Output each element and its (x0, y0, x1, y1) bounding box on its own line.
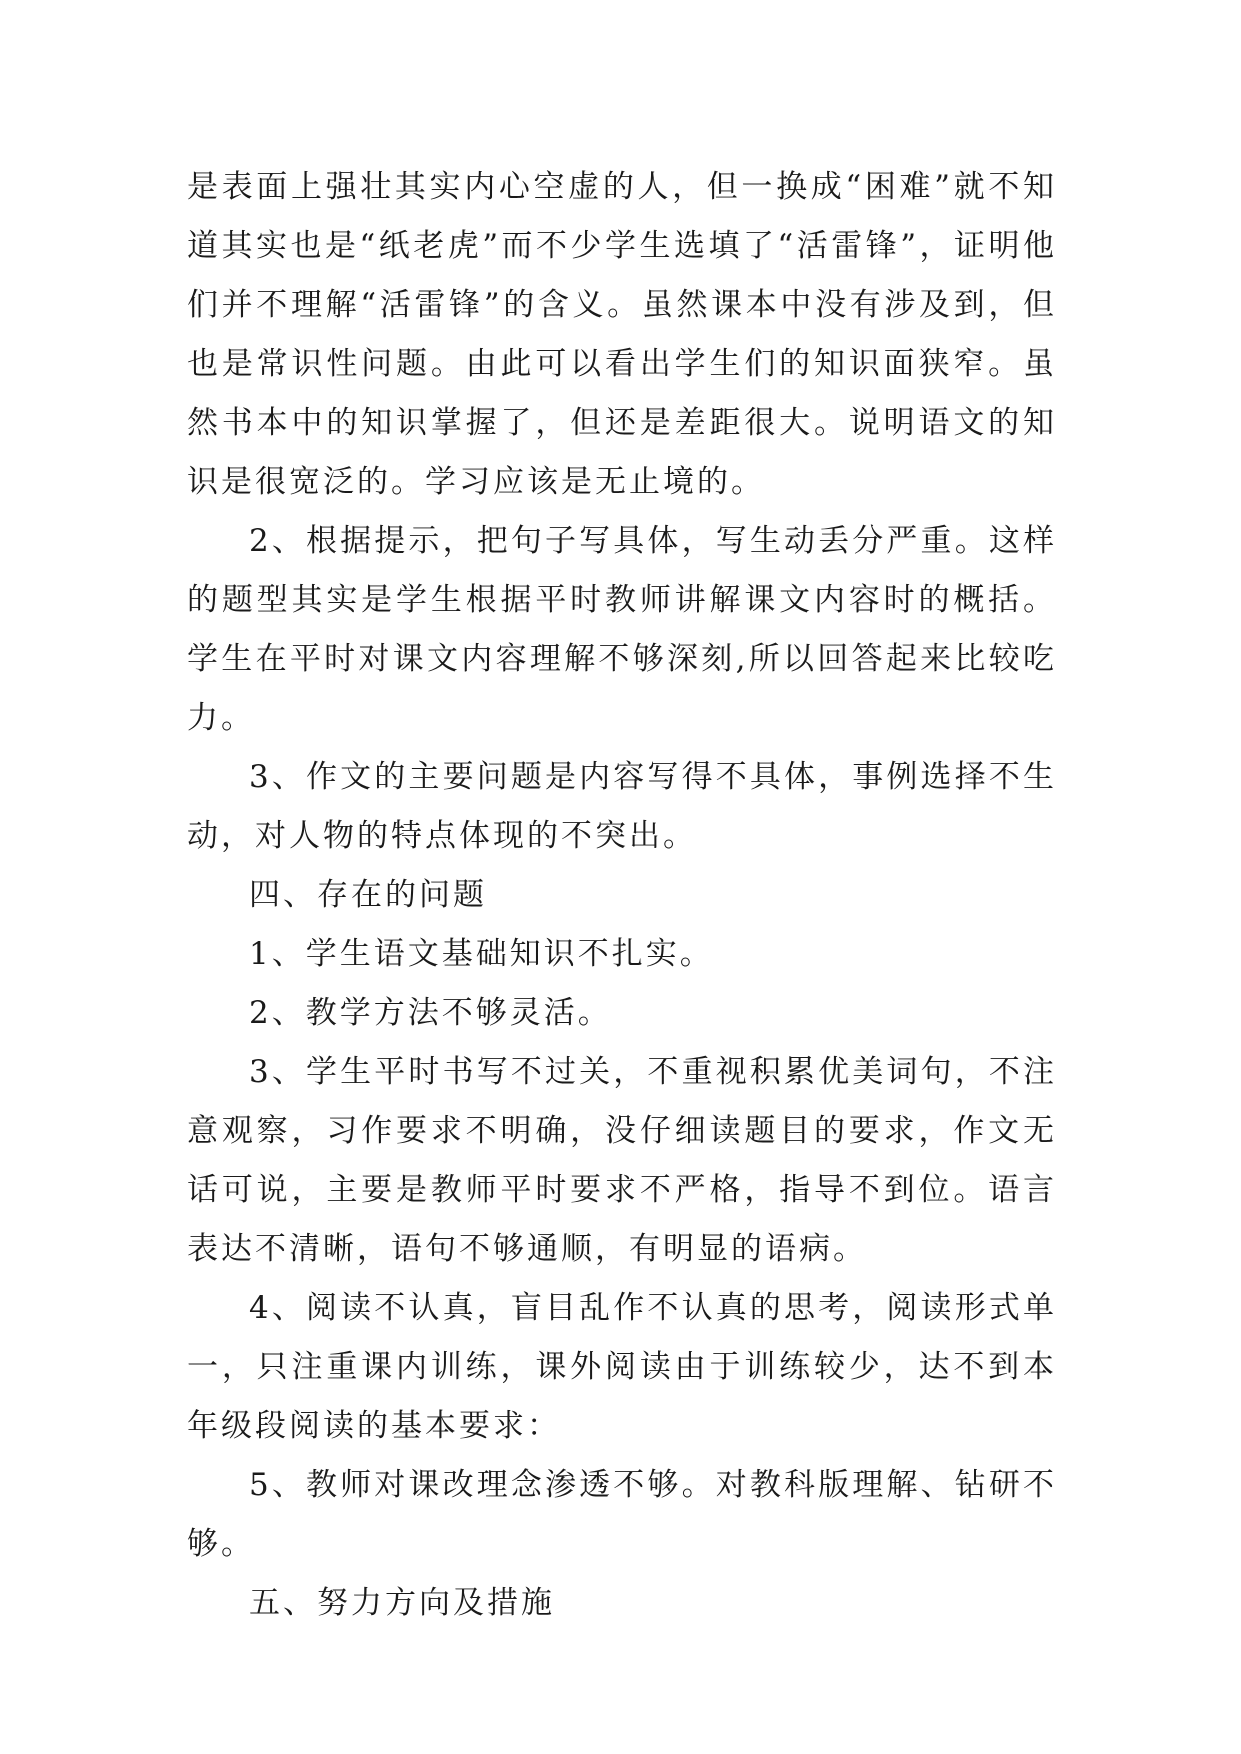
document-body (187, 158, 1057, 1633)
paragraph-item-3-composition: 3、作文的主要问题是内容写得不具体，事例选择不生动，对人物的特点体现的不突出。 (187, 759, 1057, 854)
problem-item-2: 2、教学方法不够灵活。 (249, 995, 612, 1031)
problem-item-4: 4、阅读不认真，盲目乱作不认真的思考，阅读形式单一，只注重课内训练，课外阅读由于训练较少，达不到本年级段阅读的基本要求： (187, 1290, 1057, 1444)
problem-item-3: 3、学生平时书写不过关，不重视积累优美词句，不注意观察，习作要求不明确，没仔细读题目的要求，作文无话可说，主要是教师平时要求不严格，指导不到位。语言表达不清晰，语句不够通顺，有明显的语病。 (187, 1054, 1057, 1267)
problem-item-5: 5、教师对课改理念渗透不够。对教科版理解、钻研不够。 (187, 1467, 1057, 1562)
section-heading-measures: 五、努力方向及措施 (249, 1585, 555, 1621)
section-heading-problems: 四、存在的问题 (249, 877, 487, 913)
paragraph-continuation: 是表面上强壮其实内心空虚的人，但一换成“困难”就不知道其实也是“纸老虎”而不少学生选填了“活雷锋”，证明他们并不理解“活雷锋”的含义。虽然课本中没有涉及到，但也是常识性问题。由此可以看出学生们的知识面狭窄。虽然书本中的知识掌握了，但还是差距很大。说明语文的知识是很宽泛的。学习应该是无止境的。 (187, 169, 1057, 500)
paragraph-item-2-sentence: 2、根据提示，把句子写具体，写生动丢分严重。这样的题型其实是学生根据平时教师讲解课文内容时的概括。学生在平时对课文内容理解不够深刻,所以回答起来比较吃力。 (187, 523, 1057, 736)
problem-item-1: 1、学生语文基础知识不扎实。 (249, 936, 714, 972)
